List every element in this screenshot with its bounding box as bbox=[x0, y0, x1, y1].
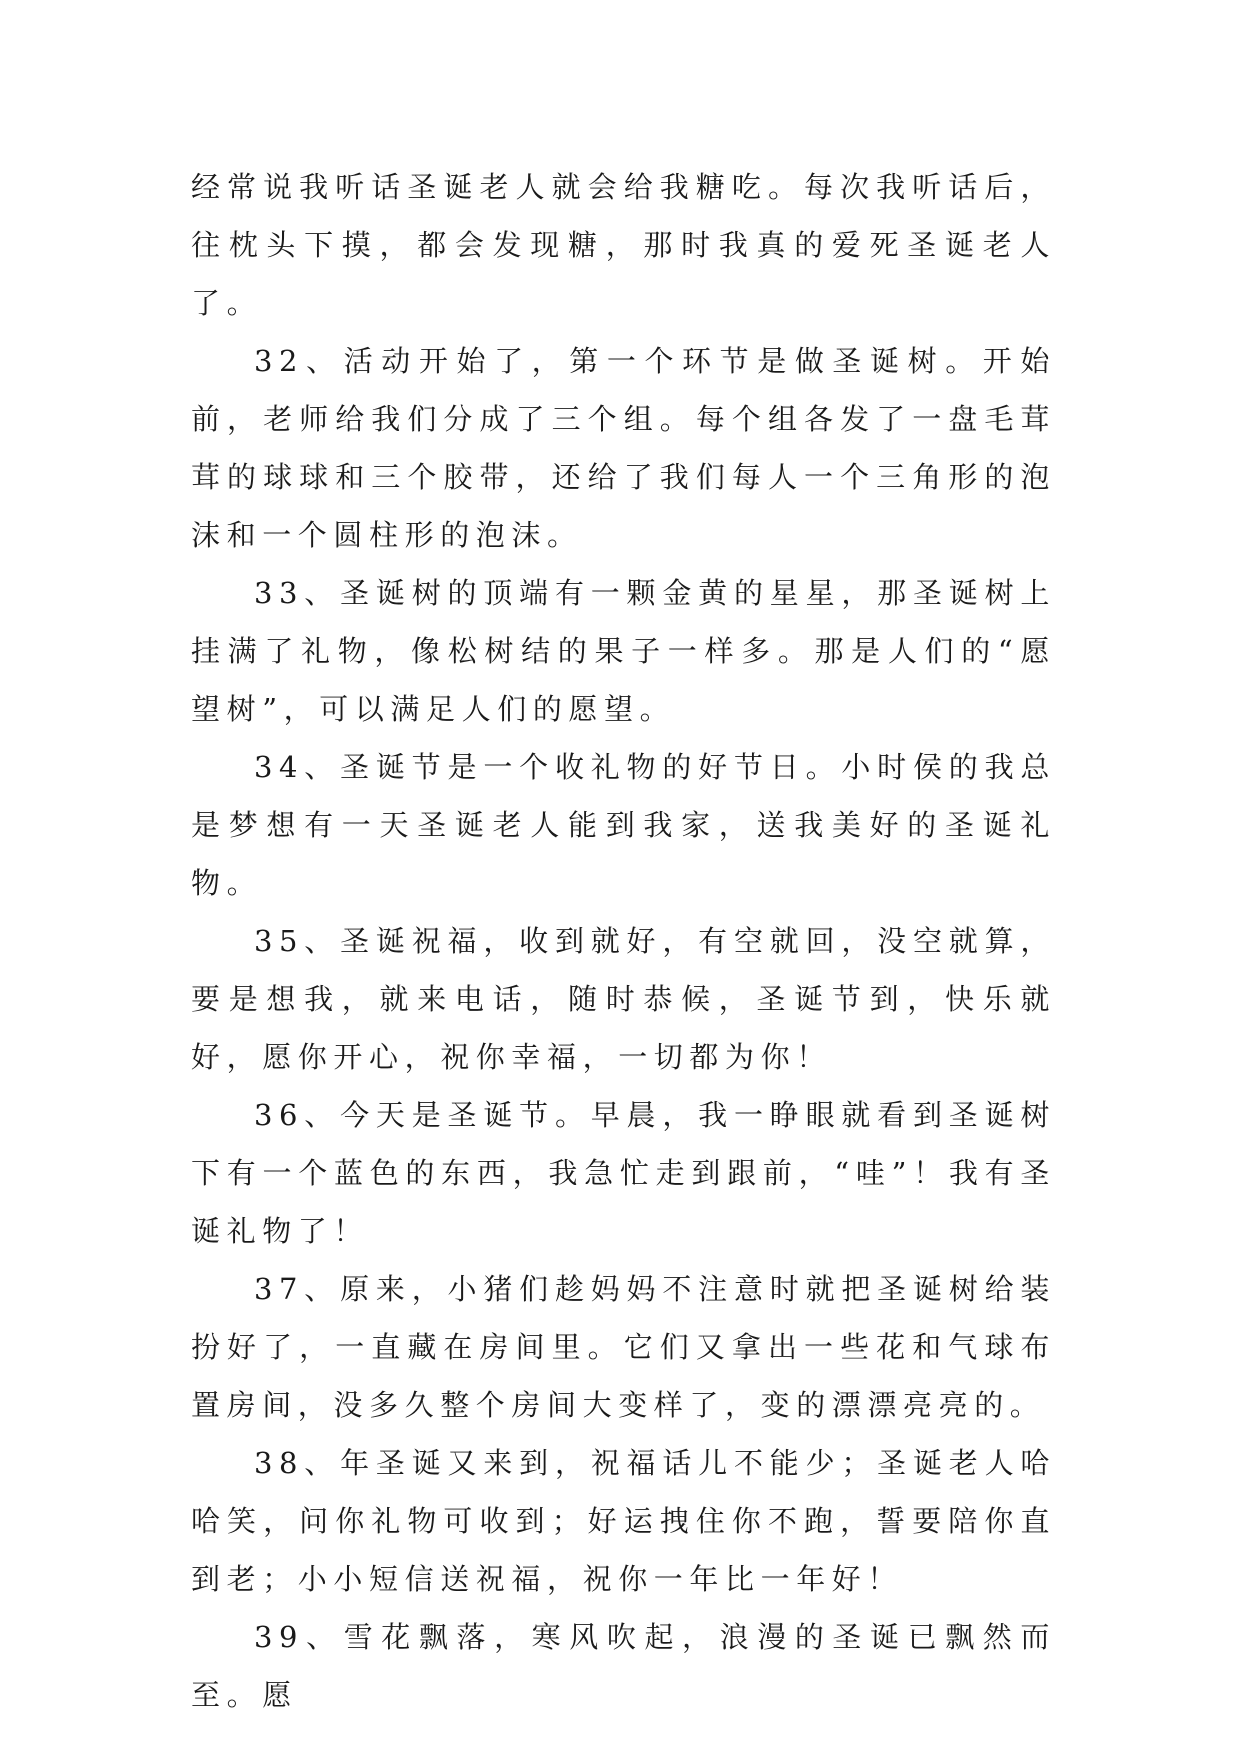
paragraph-39: 39、雪花飘落，寒风吹起，浪漫的圣诞已飘然而至。愿 bbox=[191, 1620, 1056, 1712]
paragraph-37: 37、原来，小猪们趁妈妈不注意时就把圣诞树给装扮好了，一直藏在房间里。它们又拿出一些花和气球布置房间，没多久整个房间大变样了，变的漂漂亮亮的。 bbox=[191, 1272, 1056, 1422]
paragraph-32: 32、活动开始了，第一个环节是做圣诞树。开始前，老师给我们分成了三个组。每个组各发了一盘毛茸茸的球球和三个胶带，还给了我们每人一个三角形的泡沫和一个圆柱形的泡沫。 bbox=[191, 344, 1056, 552]
paragraph-continuation: 经常说我听话圣诞老人就会给我糖吃。每次我听话后，往枕头下摸，都会发现糖，那时我真的爱死圣诞老人了。 bbox=[191, 170, 1056, 320]
paragraph-35: 35、圣诞祝福，收到就好，有空就回，没空就算，要是想我，就来电话，随时恭候，圣诞节到，快乐就好，愿你开心，祝你幸福，一切都为你！ bbox=[191, 924, 1056, 1074]
paragraph-38: 38、年圣诞又来到，祝福话儿不能少；圣诞老人哈哈笑，问你礼物可收到；好运拽住你不跑，誓要陪你直到老；小小短信送祝福，祝你一年比一年好！ bbox=[191, 1446, 1056, 1596]
paragraph-34: 34、圣诞节是一个收礼物的好节日。小时侯的我总是梦想有一天圣诞老人能到我家，送我美好的圣诞礼物。 bbox=[191, 750, 1056, 900]
paragraph-36: 36、今天是圣诞节。早晨，我一睁眼就看到圣诞树下有一个蓝色的东西，我急忙走到跟前，“哇”！我有圣诞礼物了！ bbox=[191, 1098, 1056, 1248]
document-body bbox=[191, 158, 1056, 1724]
paragraph-33: 33、圣诞树的顶端有一颗金黄的星星，那圣诞树上挂满了礼物，像松树结的果子一样多。那是人们的“愿望树”，可以满足人们的愿望。 bbox=[191, 576, 1056, 726]
